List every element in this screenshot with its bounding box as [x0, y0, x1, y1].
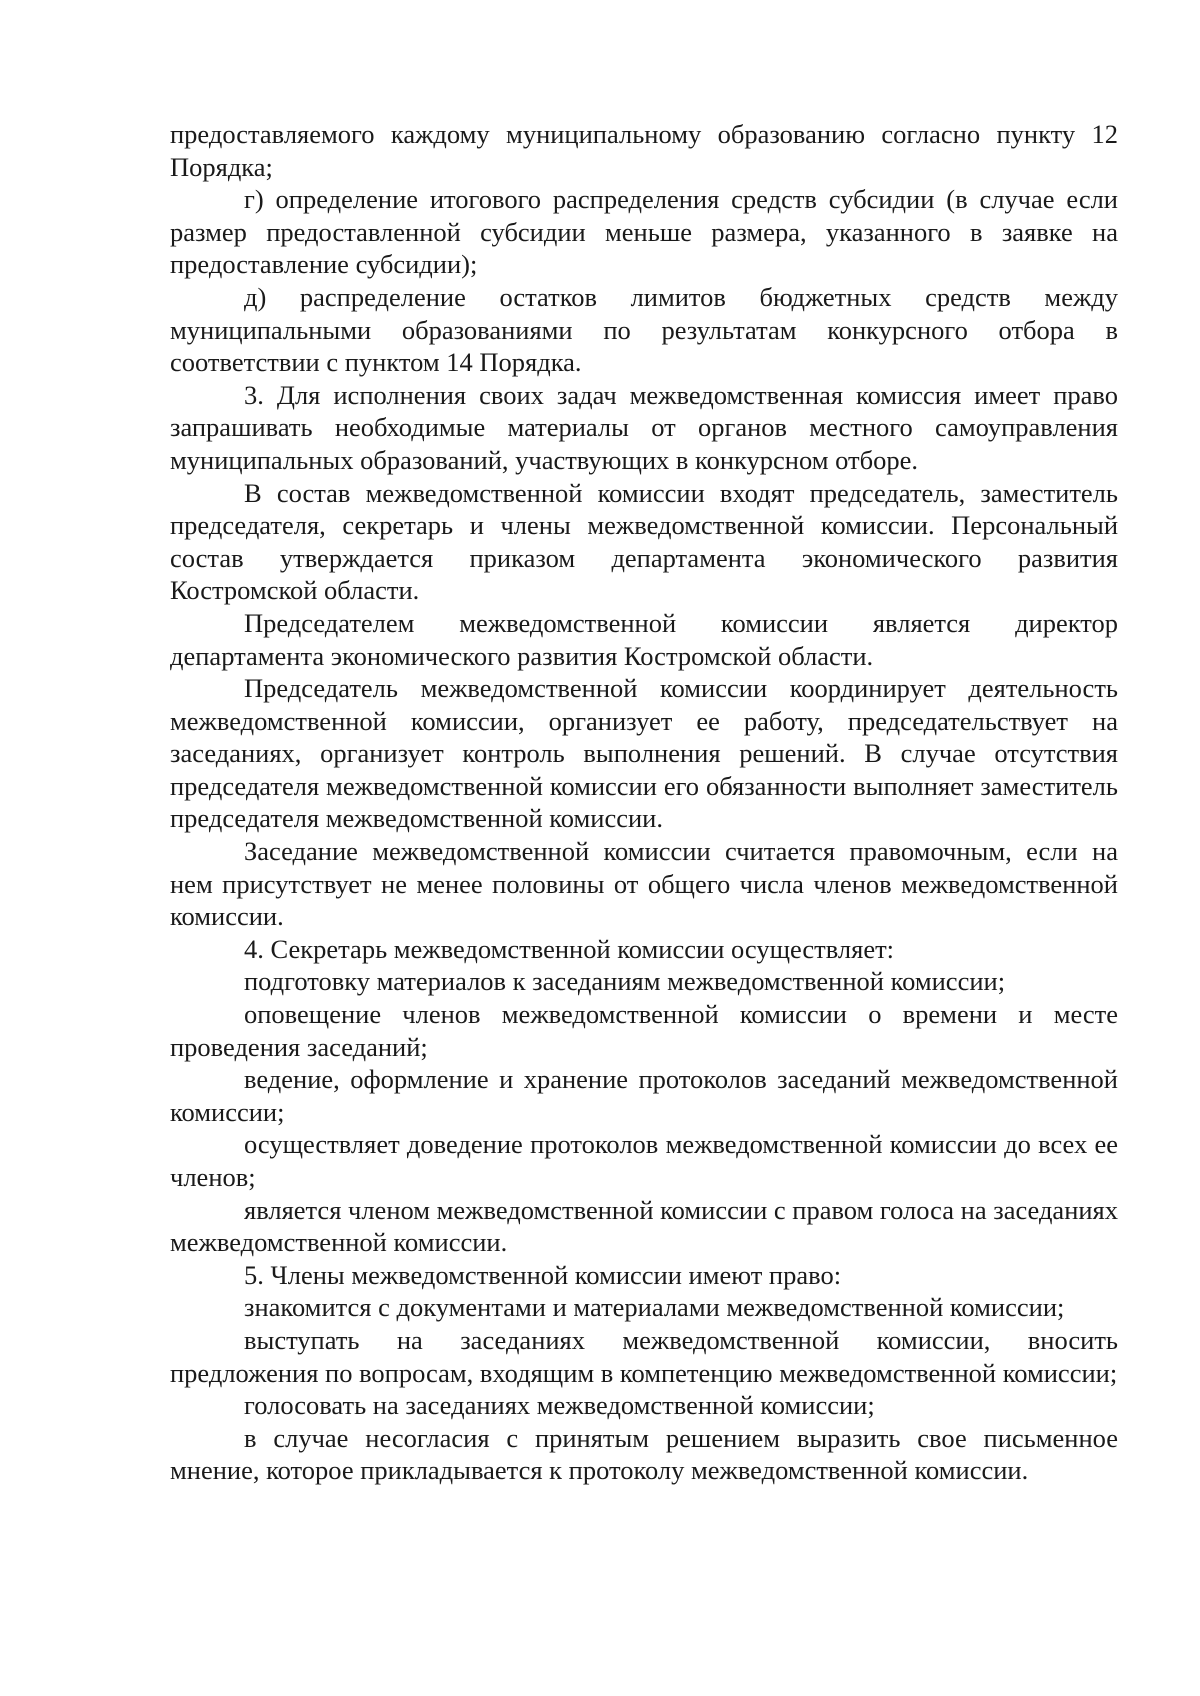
- list-item-members-1: знакомится с документами и материалами межведомственной комиссии;: [244, 1292, 1065, 1323]
- paragraph-chairman-duties: Председатель межведомственной комиссии координирует деятельность межведомственной комиссии, организует ее работу, председательствует на заседаниях, организует контроль выполнения решений. В случае отсутствия председателя межведомственной комиссии его обязанности выполняет заместитель председателя межведомственной комиссии.: [170, 673, 1118, 834]
- list-item-secretary-2: оповещение членов межведомственной комиссии о времени и месте проведения заседаний;: [170, 999, 1118, 1062]
- paragraph-composition: В состав межведомственной комиссии входят председатель, заместитель председателя, секретарь и члены межведомственной комиссии. Персональный состав утверждается приказом департамента экономического развития Костромской области.: [170, 477, 1118, 606]
- list-item-members-4: в случае несогласия с принятым решением выразить свое письменное мнение, которое прикладывается к протоколу межведомственной комиссии.: [170, 1422, 1118, 1486]
- paragraph-section-3: 3. Для исполнения своих задач межведомственная комиссия имеет право запрашивать необходимые материалы от органов местного самоуправления муниципальных образований, участвующих в конкурсном отборе.: [170, 379, 1118, 475]
- list-item-secretary-4: осуществляет доведение протоколов межведомственной комиссии до всех ее членов;: [170, 1129, 1118, 1192]
- paragraph-quorum: Заседание межведомственной комиссии считается правомочным, если на нем присутствует не менее половины от общего числа членов межведомственной комиссии.: [170, 836, 1118, 932]
- list-item-members-3: голосовать на заседаниях межведомственной комиссии;: [244, 1390, 875, 1421]
- paragraph-chairman: Председателем межведомственной комиссии является директор департамента экономического развития Костромской области.: [170, 607, 1118, 671]
- paragraph-item-g: г) определение итогового распределения средств субсидии (в случае если размер предоставленной субсидии меньше размера, указанного в заявке на предоставление субсидии);: [170, 184, 1118, 280]
- list-item-members-2: выступать на заседаниях межведомственной комиссии, вносить предложения по вопросам, входящим в компетенцию межведомственной комиссии;: [170, 1324, 1118, 1388]
- list-item-secretary-3: ведение, оформление и хранение протоколов заседаний межведомственной комиссии;: [170, 1064, 1118, 1127]
- paragraph-section-5: 5. Члены межведомственной комиссии имеют право:: [244, 1259, 842, 1290]
- paragraph-section-4: 4. Секретарь межведомственной комиссии осуществляет:: [244, 933, 895, 964]
- paragraph-item-d: д) распределение остатков лимитов бюджетных средств между муниципальными образованиями по результатам конкурсного отбора в соответствии с пунктом 14 Порядка.: [170, 281, 1118, 378]
- paragraph-continuation: предоставляемого каждому муниципальному образованию согласно пункту 12 Порядка;: [170, 119, 1118, 182]
- list-item-secretary-5: является членом межведомственной комиссии с правом голоса на заседаниях межведомственной комиссии.: [170, 1194, 1118, 1258]
- list-item-secretary-1: подготовку материалов к заседаниям межведомственной комиссии;: [244, 966, 1006, 997]
- document-body: [170, 118, 1118, 1487]
